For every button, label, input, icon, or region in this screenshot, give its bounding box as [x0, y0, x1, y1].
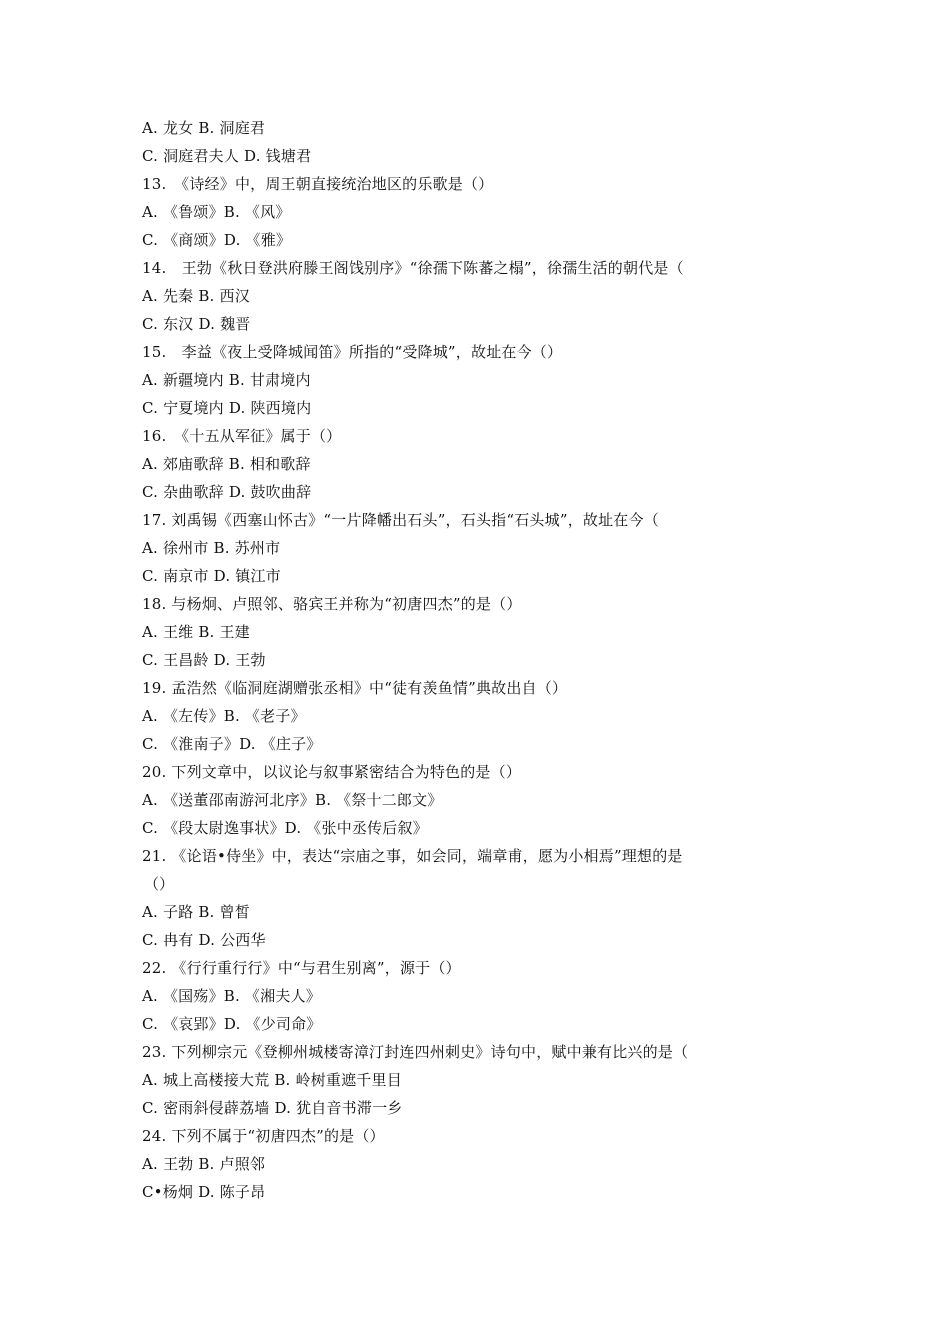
option-line: A. 《左传》B. 《老子》 [142, 707, 306, 725]
question-line: 22. 《行行重行行》中“与君生别离”，源于（） [142, 959, 461, 977]
question-line: 17. 刘禹锡《西塞山怀古》“一片降幡出石头”，石头指“石头城”，故址在今（ [142, 511, 659, 529]
option-line: A. 先秦 B. 西汉 [142, 287, 250, 305]
option-line: A. 《鲁颂》B. 《风》 [142, 203, 291, 221]
option-line: C. 《淮南子》D. 《庄子》 [142, 735, 322, 753]
option-line: C. 密雨斜侵薜荔墙 D. 犹自音书滞一乡 [142, 1099, 403, 1117]
option-line: C. 南京市 D. 镇江市 [142, 567, 281, 585]
option-line: C. 《哀郢》D. 《少司命》 [142, 1015, 322, 1033]
option-line: A. 《送董邵南游河北序》B. 《祭十二郎文》 [142, 791, 443, 809]
option-line: A. 徐州市 B. 苏州市 [142, 539, 281, 557]
question-line: 24. 下列不属于“初唐四杰”的是（） [142, 1127, 385, 1145]
option-line: C. 宁夏境内 D. 陕西境内 [142, 399, 312, 417]
option-line: C. 冉有 D. 公西华 [142, 931, 266, 949]
question-line: 16. 《十五从军征》属于（） [142, 427, 342, 445]
question-line: 18. 与杨炯、卢照邻、骆宾王并称为“初唐四杰”的是（） [142, 595, 522, 613]
question-continuation: （） [144, 875, 175, 893]
question-line: 14. 王勃《秋日登洪府滕王阁饯别序》“徐孺下陈蕃之榻”，徐孺生活的朝代是（ [142, 259, 684, 277]
option-line: C. 洞庭君夫人 D. 钱塘君 [142, 147, 312, 165]
option-line: C. 东汉 D. 魏晋 [142, 315, 251, 333]
option-line: A. 城上高楼接大荒 B. 岭树重遮千里目 [142, 1071, 402, 1089]
option-line: A. 郊庙歌辞 B. 相和歌辞 [142, 455, 311, 473]
question-line: 19. 孟浩然《临洞庭湖赠张丞相》中“徒有羡鱼情”典故出自（） [142, 679, 568, 697]
option-line: C. 王昌龄 D. 王勃 [142, 651, 266, 669]
document-body [142, 114, 782, 1206]
option-line: C. 《商颂》D. 《雅》 [142, 231, 292, 249]
question-line: 23. 下列柳宗元《登柳州城楼寄漳汀封连四州刺史》诗句中，赋中兼有比兴的是（ [142, 1043, 689, 1061]
option-line: A. 子路 B. 曾皙 [142, 903, 250, 921]
question-line: 20. 下列文章中，以议论与叙事紧密结合为特色的是（） [142, 763, 522, 781]
question-line: 15. 李益《夜上受降城闻笛》所指的“受降城”，故址在今（） [142, 343, 563, 361]
option-line: A. 王勃 B. 卢照邻 [142, 1155, 266, 1173]
option-line: C. 杂曲歌辞 D. 鼓吹曲辞 [142, 483, 312, 501]
option-line: A. 龙女 B. 洞庭君 [142, 119, 266, 137]
option-line: A. 王维 B. 王建 [142, 623, 250, 641]
option-line: A. 《国殇》B. 《湘夫人》 [142, 987, 321, 1005]
question-line: 13. 《诗经》中，周王朝直接统治地区的乐歌是（） [142, 175, 494, 193]
option-line: A. 新疆境内 B. 甘肃境内 [142, 371, 311, 389]
option-line: C. 《段太尉逸事状》D. 《张中丞传后叙》 [142, 819, 428, 837]
option-line: C•杨炯 D. 陈子昂 [142, 1183, 266, 1201]
question-line: 21. 《论语•侍坐》中，表达“宗庙之事，如会同，端章甫，愿为小相焉”理想的是 [142, 847, 683, 865]
